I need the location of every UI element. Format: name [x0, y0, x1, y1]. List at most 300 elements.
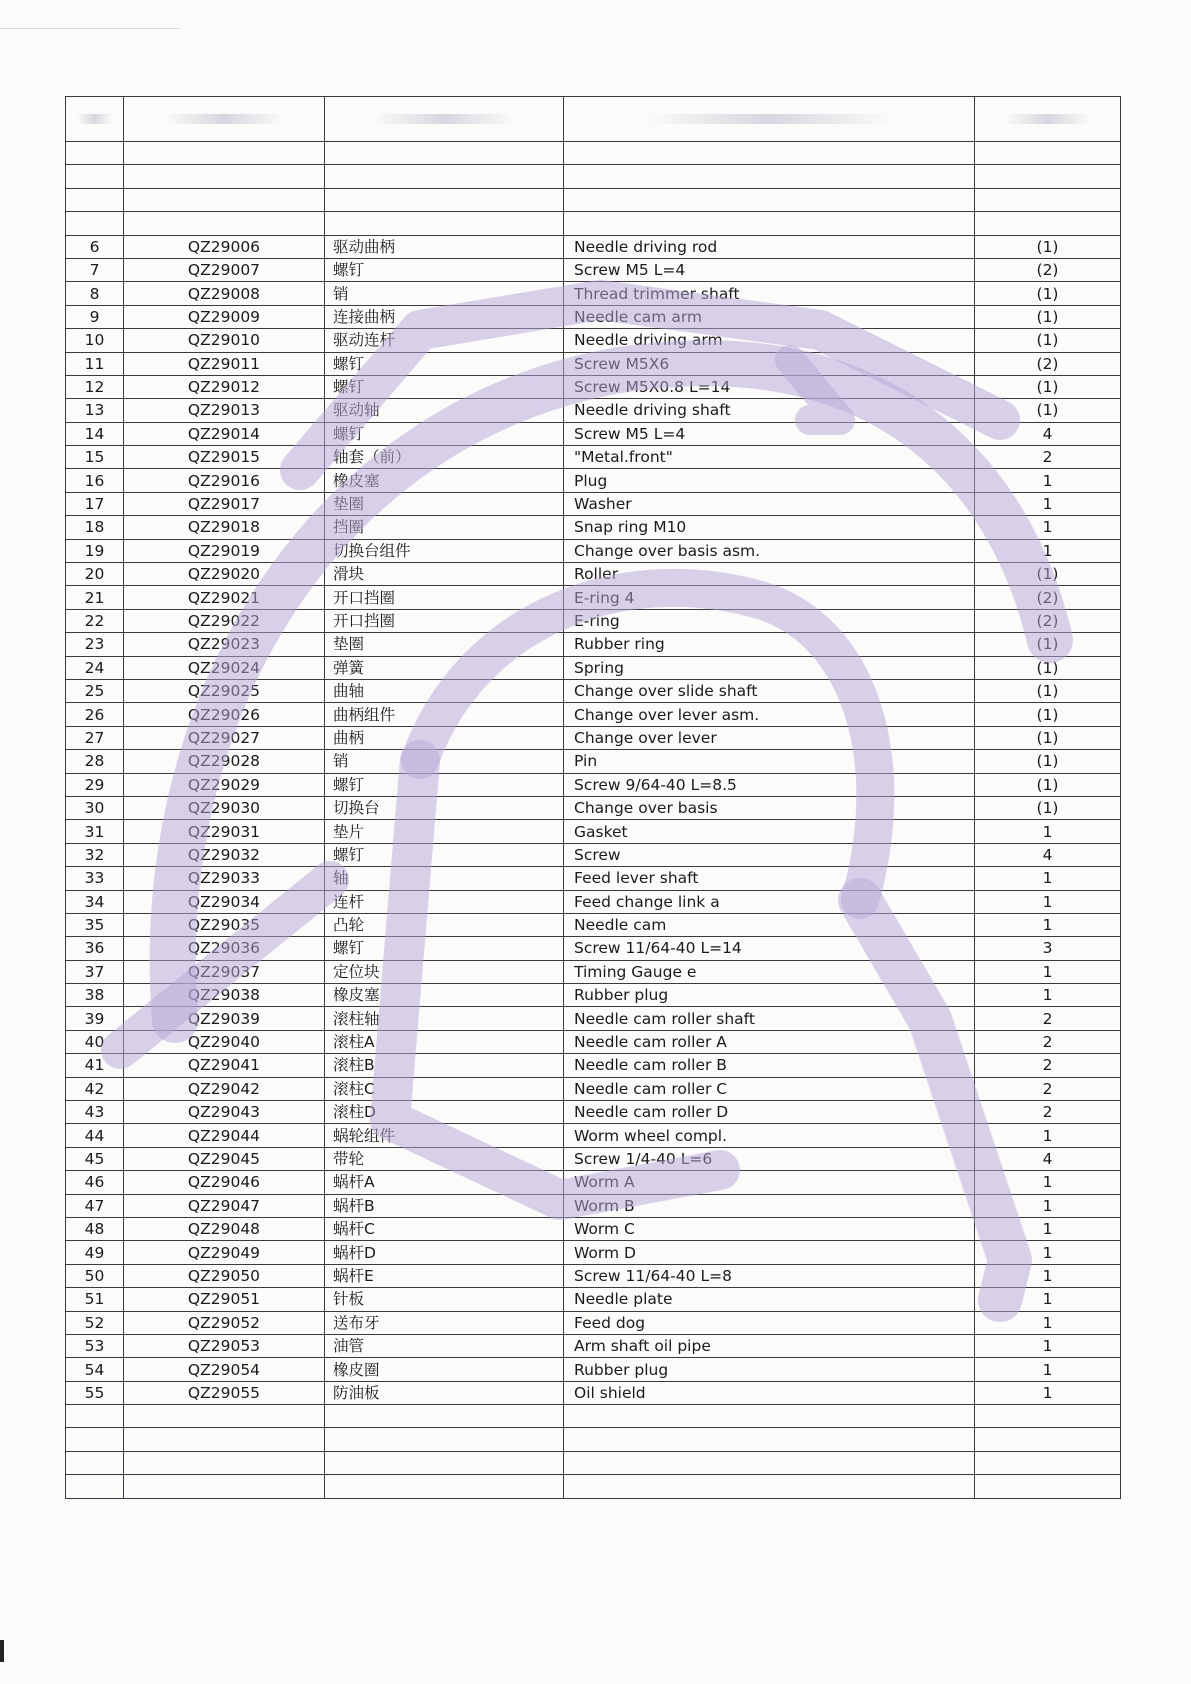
table-row: [66, 960, 1121, 983]
part-code-cell: QZ29010: [124, 329, 325, 352]
item-number-cell: 51: [66, 1288, 124, 1311]
chinese-name-cell: 驱动轴: [325, 399, 564, 422]
faded-header-row: [66, 97, 1121, 142]
chinese-name-cell: 曲柄: [325, 726, 564, 749]
part-code-cell: QZ29016: [124, 469, 325, 492]
part-code-cell: QZ29021: [124, 586, 325, 609]
quantity-cell: 2: [975, 1054, 1121, 1077]
quantity-cell: 1: [975, 1311, 1121, 1334]
table-row: [66, 563, 1121, 586]
table-row: [66, 1288, 1121, 1311]
item-number-cell: 27: [66, 726, 124, 749]
table-row: [66, 399, 1121, 422]
english-description-cell: E-ring: [564, 609, 975, 632]
item-number-cell: 17: [66, 492, 124, 515]
english-description-cell: Screw M5 L=4: [564, 422, 975, 445]
table-row: [66, 679, 1121, 702]
english-description-cell: Screw 1/4-40 L=6: [564, 1147, 975, 1170]
english-description-cell: Screw 11/64-40 L=14: [564, 937, 975, 960]
part-code-cell: QZ29048: [124, 1217, 325, 1240]
quantity-cell: (1): [975, 563, 1121, 586]
item-number-cell: 28: [66, 750, 124, 773]
part-code-cell: QZ29041: [124, 1054, 325, 1077]
table-row: [66, 305, 1121, 328]
quantity-cell: 1: [975, 1194, 1121, 1217]
table-row: [66, 492, 1121, 515]
quantity-cell: (2): [975, 609, 1121, 632]
part-code-cell: QZ29007: [124, 258, 325, 281]
table-row: [66, 235, 1121, 258]
table-row: [66, 1147, 1121, 1170]
english-description-cell: Needle cam roller B: [564, 1054, 975, 1077]
table-row: [66, 1077, 1121, 1100]
item-number-cell: 44: [66, 1124, 124, 1147]
blank-cell: [564, 212, 975, 235]
item-number-cell: 50: [66, 1264, 124, 1287]
blank-cell: [124, 1428, 325, 1451]
blank-cell: [975, 1475, 1121, 1498]
quantity-cell: (1): [975, 305, 1121, 328]
blank-cell: [564, 1428, 975, 1451]
table-row: [66, 750, 1121, 773]
english-description-cell: Worm A: [564, 1171, 975, 1194]
table-row: [66, 609, 1121, 632]
chinese-name-cell: 蜗杆D: [325, 1241, 564, 1264]
chinese-name-cell: 螺钉: [325, 773, 564, 796]
item-number-cell: 10: [66, 329, 124, 352]
item-number-cell: 47: [66, 1194, 124, 1217]
table-row: [66, 1217, 1121, 1240]
item-number-cell: 8: [66, 282, 124, 305]
item-number-cell: 40: [66, 1030, 124, 1053]
blank-cell: [975, 1405, 1121, 1428]
table-row: [66, 867, 1121, 890]
part-code-cell: QZ29011: [124, 352, 325, 375]
part-code-cell: QZ29006: [124, 235, 325, 258]
quantity-cell: (1): [975, 633, 1121, 656]
english-description-cell: Needle driving shaft: [564, 399, 975, 422]
chinese-name-cell: 销: [325, 750, 564, 773]
blank-cell: [564, 165, 975, 188]
part-code-cell: QZ29024: [124, 656, 325, 679]
part-code-cell: QZ29018: [124, 516, 325, 539]
english-description-cell: Screw M5 L=4: [564, 258, 975, 281]
chinese-name-cell: 垫片: [325, 820, 564, 843]
chinese-name-cell: 滚柱B: [325, 1054, 564, 1077]
quantity-cell: 1: [975, 960, 1121, 983]
blank-cell: [975, 1451, 1121, 1474]
table-row: [66, 469, 1121, 492]
part-code-cell: QZ29013: [124, 399, 325, 422]
english-description-cell: Rubber plug: [564, 984, 975, 1007]
item-number-cell: 26: [66, 703, 124, 726]
chinese-name-cell: 带轮: [325, 1147, 564, 1170]
chinese-name-cell: 螺钉: [325, 375, 564, 398]
blank-row: [66, 188, 1121, 211]
quantity-cell: (1): [975, 750, 1121, 773]
blank-cell: [124, 1451, 325, 1474]
item-number-cell: 42: [66, 1077, 124, 1100]
quantity-cell: 2: [975, 1101, 1121, 1124]
quantity-cell: 1: [975, 820, 1121, 843]
table-row: [66, 703, 1121, 726]
english-description-cell: Washer: [564, 492, 975, 515]
part-code-cell: QZ29044: [124, 1124, 325, 1147]
part-code-cell: QZ29009: [124, 305, 325, 328]
part-code-cell: QZ29037: [124, 960, 325, 983]
table-row: [66, 282, 1121, 305]
quantity-cell: 1: [975, 1334, 1121, 1357]
blank-cell: [325, 1475, 564, 1498]
part-code-cell: QZ29008: [124, 282, 325, 305]
item-number-cell: 37: [66, 960, 124, 983]
chinese-name-cell: 开口挡圈: [325, 586, 564, 609]
table-row: [66, 1101, 1121, 1124]
chinese-name-cell: 螺钉: [325, 352, 564, 375]
item-number-cell: 41: [66, 1054, 124, 1077]
blank-cell: [124, 1475, 325, 1498]
item-number-cell: 54: [66, 1358, 124, 1381]
chinese-name-cell: 滑块: [325, 563, 564, 586]
quantity-cell: 2: [975, 1030, 1121, 1053]
item-number-cell: 39: [66, 1007, 124, 1030]
item-number-cell: 7: [66, 258, 124, 281]
quantity-cell: 2: [975, 1007, 1121, 1030]
quantity-cell: 1: [975, 492, 1121, 515]
blank-cell: [66, 1475, 124, 1498]
blank-cell: [66, 165, 124, 188]
blank-cell: [124, 165, 325, 188]
table-row: [66, 1194, 1121, 1217]
part-code-cell: QZ29031: [124, 820, 325, 843]
quantity-cell: 4: [975, 422, 1121, 445]
chinese-name-cell: 滚柱A: [325, 1030, 564, 1053]
part-code-cell: QZ29030: [124, 796, 325, 819]
table-row: [66, 796, 1121, 819]
item-number-cell: 24: [66, 656, 124, 679]
english-description-cell: Needle cam roller C: [564, 1077, 975, 1100]
part-code-cell: QZ29025: [124, 679, 325, 702]
part-code-cell: QZ29026: [124, 703, 325, 726]
english-description-cell: Needle cam roller A: [564, 1030, 975, 1053]
blank-cell: [66, 1405, 124, 1428]
blank-row: [66, 165, 1121, 188]
chinese-name-cell: 滚柱C: [325, 1077, 564, 1100]
chinese-name-cell: 蜗杆A: [325, 1171, 564, 1194]
english-description-cell: Needle cam arm: [564, 305, 975, 328]
table-row: [66, 726, 1121, 749]
item-number-cell: 21: [66, 586, 124, 609]
item-number-cell: 14: [66, 422, 124, 445]
chinese-name-cell: 垫圈: [325, 633, 564, 656]
quantity-cell: 1: [975, 890, 1121, 913]
part-code-cell: QZ29036: [124, 937, 325, 960]
english-description-cell: "Metal.front": [564, 446, 975, 469]
quantity-cell: 4: [975, 1147, 1121, 1170]
english-description-cell: Feed lever shaft: [564, 867, 975, 890]
faded-header-cell: [975, 97, 1121, 142]
item-number-cell: 45: [66, 1147, 124, 1170]
chinese-name-cell: 挡圈: [325, 516, 564, 539]
quantity-cell: 3: [975, 937, 1121, 960]
table-row: [66, 633, 1121, 656]
parts-table-body: [66, 97, 1121, 1499]
quantity-cell: 1: [975, 1288, 1121, 1311]
quantity-cell: (1): [975, 773, 1121, 796]
english-description-cell: Screw 9/64-40 L=8.5: [564, 773, 975, 796]
item-number-cell: 25: [66, 679, 124, 702]
english-description-cell: Worm B: [564, 1194, 975, 1217]
blank-cell: [564, 1405, 975, 1428]
blank-cell: [66, 142, 124, 165]
table-row: [66, 913, 1121, 936]
chinese-name-cell: 送布牙: [325, 1311, 564, 1334]
english-description-cell: Feed dog: [564, 1311, 975, 1334]
english-description-cell: Change over slide shaft: [564, 679, 975, 702]
quantity-cell: 4: [975, 843, 1121, 866]
quantity-cell: 1: [975, 1264, 1121, 1287]
part-code-cell: QZ29046: [124, 1171, 325, 1194]
chinese-name-cell: 蜗杆E: [325, 1264, 564, 1287]
part-code-cell: QZ29049: [124, 1241, 325, 1264]
chinese-name-cell: 弹簧: [325, 656, 564, 679]
table-row: [66, 937, 1121, 960]
english-description-cell: Screw 11/64-40 L=8: [564, 1264, 975, 1287]
blank-cell: [124, 1405, 325, 1428]
part-code-cell: QZ29034: [124, 890, 325, 913]
quantity-cell: 1: [975, 1358, 1121, 1381]
item-number-cell: 22: [66, 609, 124, 632]
part-code-cell: QZ29047: [124, 1194, 325, 1217]
table-row: [66, 1030, 1121, 1053]
chinese-name-cell: 垫圈: [325, 492, 564, 515]
chinese-name-cell: 蜗杆B: [325, 1194, 564, 1217]
quantity-cell: (1): [975, 235, 1121, 258]
blank-cell: [325, 188, 564, 211]
quantity-cell: 2: [975, 446, 1121, 469]
blank-cell: [564, 1475, 975, 1498]
blank-cell: [325, 1451, 564, 1474]
english-description-cell: Pin: [564, 750, 975, 773]
part-code-cell: QZ29027: [124, 726, 325, 749]
english-description-cell: Worm C: [564, 1217, 975, 1240]
blank-cell: [975, 188, 1121, 211]
chinese-name-cell: 螺钉: [325, 843, 564, 866]
chinese-name-cell: 橡皮圈: [325, 1358, 564, 1381]
chinese-name-cell: 凸轮: [325, 913, 564, 936]
item-number-cell: 16: [66, 469, 124, 492]
table-row: [66, 1054, 1121, 1077]
parts-table: [65, 96, 1121, 1499]
item-number-cell: 52: [66, 1311, 124, 1334]
english-description-cell: Worm D: [564, 1241, 975, 1264]
quantity-cell: 1: [975, 469, 1121, 492]
part-code-cell: QZ29020: [124, 563, 325, 586]
quantity-cell: (1): [975, 703, 1121, 726]
blank-cell: [564, 142, 975, 165]
chinese-name-cell: 销: [325, 282, 564, 305]
part-code-cell: QZ29054: [124, 1358, 325, 1381]
quantity-cell: 1: [975, 516, 1121, 539]
quantity-cell: (1): [975, 329, 1121, 352]
chinese-name-cell: 轴: [325, 867, 564, 890]
table-row: [66, 1358, 1121, 1381]
chinese-name-cell: 螺钉: [325, 937, 564, 960]
item-number-cell: 49: [66, 1241, 124, 1264]
part-code-cell: QZ29053: [124, 1334, 325, 1357]
part-code-cell: QZ29014: [124, 422, 325, 445]
english-description-cell: Needle plate: [564, 1288, 975, 1311]
item-number-cell: 33: [66, 867, 124, 890]
quantity-cell: (1): [975, 656, 1121, 679]
blank-cell: [975, 142, 1121, 165]
quantity-cell: 1: [975, 913, 1121, 936]
table-row: [66, 375, 1121, 398]
table-row: [66, 656, 1121, 679]
english-description-cell: Change over lever: [564, 726, 975, 749]
table-row: [66, 1171, 1121, 1194]
part-code-cell: QZ29045: [124, 1147, 325, 1170]
item-number-cell: 6: [66, 235, 124, 258]
part-code-cell: QZ29019: [124, 539, 325, 562]
blank-row: [66, 1451, 1121, 1474]
item-number-cell: 20: [66, 563, 124, 586]
chinese-name-cell: 橡皮塞: [325, 469, 564, 492]
chinese-name-cell: 滚柱轴: [325, 1007, 564, 1030]
item-number-cell: 35: [66, 913, 124, 936]
english-description-cell: Rubber ring: [564, 633, 975, 656]
english-description-cell: Gasket: [564, 820, 975, 843]
blank-row: [66, 1475, 1121, 1498]
english-description-cell: Needle cam: [564, 913, 975, 936]
faded-header-cell: [325, 97, 564, 142]
english-description-cell: E-ring 4: [564, 586, 975, 609]
blank-cell: [325, 1405, 564, 1428]
part-code-cell: QZ29055: [124, 1381, 325, 1404]
chinese-name-cell: 油管: [325, 1334, 564, 1357]
blank-cell: [975, 212, 1121, 235]
blank-cell: [66, 188, 124, 211]
quantity-cell: (1): [975, 282, 1121, 305]
item-number-cell: 9: [66, 305, 124, 328]
english-description-cell: Snap ring M10: [564, 516, 975, 539]
item-number-cell: 31: [66, 820, 124, 843]
part-code-cell: QZ29042: [124, 1077, 325, 1100]
blank-cell: [325, 212, 564, 235]
part-code-cell: QZ29050: [124, 1264, 325, 1287]
blank-cell: [66, 1428, 124, 1451]
blank-cell: [124, 188, 325, 211]
quantity-cell: 2: [975, 1077, 1121, 1100]
english-description-cell: Screw M5X6: [564, 352, 975, 375]
quantity-cell: (1): [975, 399, 1121, 422]
english-description-cell: Change over basis asm.: [564, 539, 975, 562]
chinese-name-cell: 曲轴: [325, 679, 564, 702]
quantity-cell: 1: [975, 1381, 1121, 1404]
english-description-cell: Timing Gauge e: [564, 960, 975, 983]
chinese-name-cell: 连杆: [325, 890, 564, 913]
part-code-cell: QZ29051: [124, 1288, 325, 1311]
part-code-cell: QZ29052: [124, 1311, 325, 1334]
english-description-cell: Spring: [564, 656, 975, 679]
table-row: [66, 890, 1121, 913]
english-description-cell: Change over lever asm.: [564, 703, 975, 726]
item-number-cell: 34: [66, 890, 124, 913]
item-number-cell: 55: [66, 1381, 124, 1404]
part-code-cell: QZ29032: [124, 843, 325, 866]
table-row: [66, 773, 1121, 796]
item-number-cell: 43: [66, 1101, 124, 1124]
part-code-cell: QZ29035: [124, 913, 325, 936]
english-description-cell: Thread trimmer shaft: [564, 282, 975, 305]
table-row: [66, 1241, 1121, 1264]
quantity-cell: (2): [975, 352, 1121, 375]
blank-cell: [564, 188, 975, 211]
english-description-cell: Change over basis: [564, 796, 975, 819]
part-code-cell: QZ29017: [124, 492, 325, 515]
quantity-cell: (1): [975, 796, 1121, 819]
table-row: [66, 586, 1121, 609]
faded-header-cell: [124, 97, 325, 142]
english-description-cell: Needle driving arm: [564, 329, 975, 352]
blank-cell: [124, 142, 325, 165]
english-description-cell: Arm shaft oil pipe: [564, 1334, 975, 1357]
item-number-cell: 48: [66, 1217, 124, 1240]
quantity-cell: 1: [975, 1124, 1121, 1147]
chinese-name-cell: 滚柱D: [325, 1101, 564, 1124]
blank-cell: [325, 142, 564, 165]
item-number-cell: 23: [66, 633, 124, 656]
english-description-cell: Feed change link a: [564, 890, 975, 913]
quantity-cell: 1: [975, 984, 1121, 1007]
english-description-cell: Screw: [564, 843, 975, 866]
part-code-cell: QZ29028: [124, 750, 325, 773]
table-row: [66, 1007, 1121, 1030]
chinese-name-cell: 曲柄组件: [325, 703, 564, 726]
blank-row: [66, 1405, 1121, 1428]
english-description-cell: Needle driving rod: [564, 235, 975, 258]
table-row: [66, 1124, 1121, 1147]
english-description-cell: Oil shield: [564, 1381, 975, 1404]
item-number-cell: 32: [66, 843, 124, 866]
part-code-cell: QZ29022: [124, 609, 325, 632]
table-row: [66, 984, 1121, 1007]
item-number-cell: 30: [66, 796, 124, 819]
quantity-cell: (1): [975, 726, 1121, 749]
chinese-name-cell: 轴套（前）: [325, 446, 564, 469]
item-number-cell: 46: [66, 1171, 124, 1194]
table-row: [66, 539, 1121, 562]
part-code-cell: QZ29029: [124, 773, 325, 796]
table-row: [66, 1381, 1121, 1404]
blank-row: [66, 142, 1121, 165]
quantity-cell: 1: [975, 1171, 1121, 1194]
part-code-cell: QZ29039: [124, 1007, 325, 1030]
chinese-name-cell: 开口挡圈: [325, 609, 564, 632]
chinese-name-cell: 螺钉: [325, 422, 564, 445]
part-code-cell: QZ29033: [124, 867, 325, 890]
item-number-cell: 29: [66, 773, 124, 796]
table-row: [66, 446, 1121, 469]
chinese-name-cell: 驱动曲柄: [325, 235, 564, 258]
table-row: [66, 422, 1121, 445]
faded-header-cell: [66, 97, 124, 142]
chinese-name-cell: 防油板: [325, 1381, 564, 1404]
faded-header-cell: [564, 97, 975, 142]
english-description-cell: Worm wheel compl.: [564, 1124, 975, 1147]
blank-cell: [66, 212, 124, 235]
quantity-cell: 1: [975, 539, 1121, 562]
